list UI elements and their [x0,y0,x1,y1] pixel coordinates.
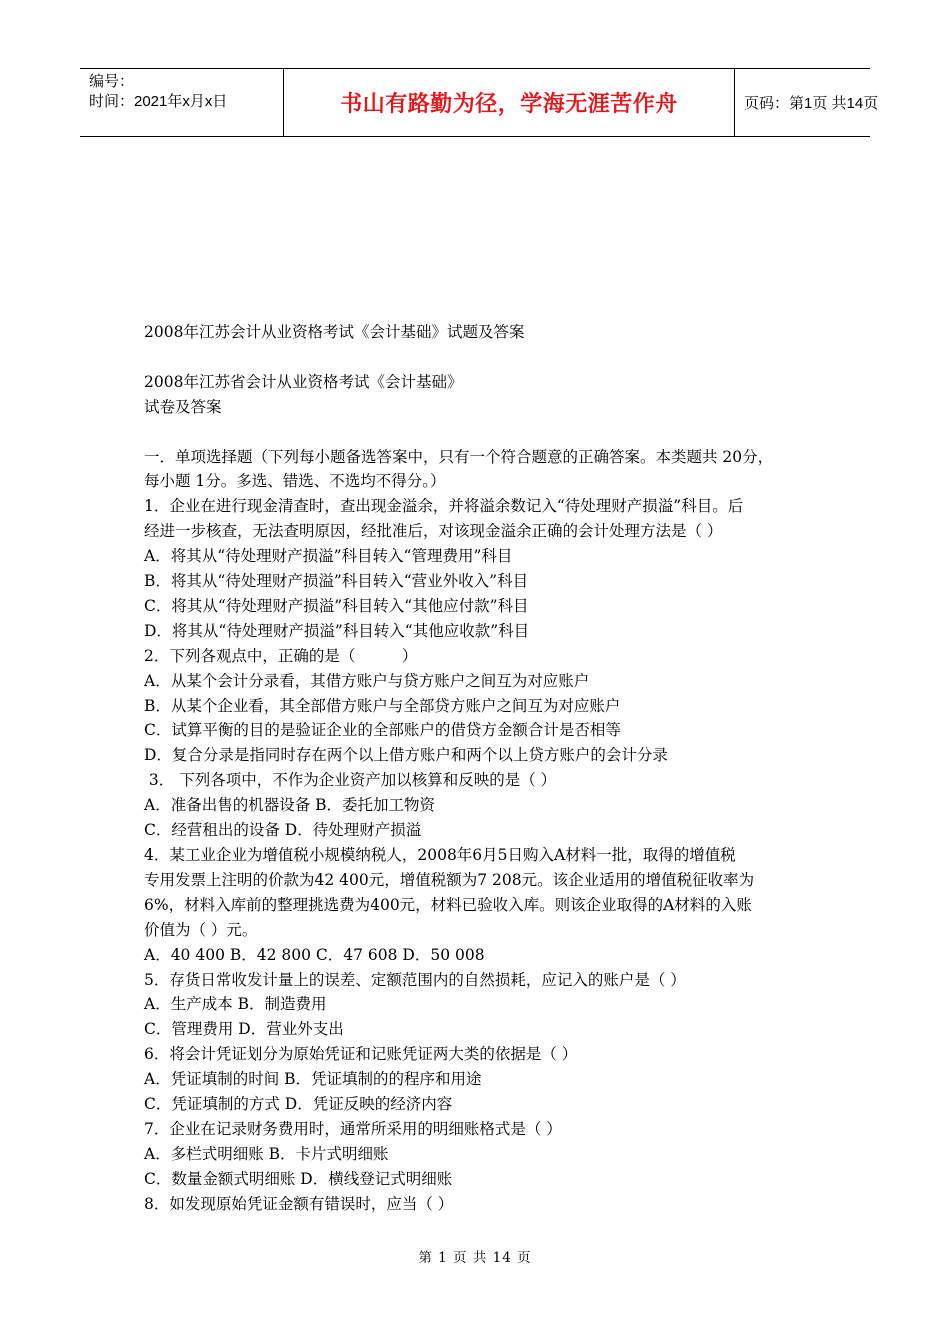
question-line: A．40 400 B．42 800 C．47 608 D．50 008 [144,945,485,964]
question-line: C．管理费用 D．营业外支出 [144,1020,344,1039]
question-line: A．从某个会计分录看，其借方账户与贷方账户之间互为对应账户 [144,671,590,690]
question-line: 经进一步核查，无法查明原因，经批准后，对该现金溢余正确的会计处理方法是（ ） [144,522,723,541]
question-line: 3． 下列各项中，不作为企业资产加以核算和反映的是（ ） [144,771,557,790]
question-line: A．准备出售的机器设备 B．委托加工物资 [144,796,436,815]
question-line: A．生产成本 B．制造费用 [144,995,327,1014]
question-line: C．经营租出的设备 D．待处理财产损溢 [144,821,422,840]
question-line: 5．存货日常收发计量上的误差、定额范围内的自然损耗，应记入的账户是（ ） [144,970,686,989]
question-line: A．多栏式明细账 B．卡片式明细账 [144,1144,389,1163]
question-list [144,494,824,1216]
question-line: 8．如发现原始凭证金额有错误时，应当（ ） [144,1194,454,1213]
question-line: 4．某工业企业为增值税小规模纳税人，2008年6月5日购入A材料一批，取得的增值税 [144,846,736,864]
section-heading: 每小题 1分。多选、错选、不选均不得分。） [144,472,446,491]
page-header [80,68,879,137]
question-line: 价值为（ ）元。 [144,920,258,939]
page-info-text: 页码：第1页 共14页 [744,95,879,112]
document-title: 2008年江苏会计从业资格考试《会计基础》试题及答案 [144,323,525,341]
date-line: 时间：2021年x月x日 [89,93,228,110]
document-subtitle: 2008年江苏省会计从业资格考试《会计基础》 [144,372,463,391]
question-line: 7．企业在记录财务费用时，通常所采用的明细账格式是（ ） [144,1119,562,1138]
motto-text: 书山有路勤为径，学海无涯苦作舟 [340,92,678,117]
header-meta [80,69,283,136]
question-line: 6%，材料入库前的整理挑选费为400元，材料已验收入库。则该企业取得的A材料的入账 [144,895,752,914]
question-line: 2．下列各观点中，正确的是（ ） [144,646,418,665]
question-line: 6．将会计凭证划分为原始凭证和记账凭证两大类的依据是（ ） [144,1045,578,1064]
question-line: A．凭证填制的时间 B．凭证填制的的程序和用途 [144,1070,482,1089]
section-heading: 一．单项选择题（下列每小题备选答案中，只有一个符合题意的正确答案。本类题共 20分， [144,447,774,466]
document-subtitle: 试卷及答案 [144,397,222,416]
header-page-info [735,69,879,136]
question-line: D．将其从“待处理财产损溢”科目转入“其他应收款”科目 [144,621,530,640]
question-line: D．复合分录是指同时存在两个以上借方账户和两个以上贷方账户的会计分录 [144,746,668,765]
question-line: C．凭证填制的方式 D．凭证反映的经济内容 [144,1095,453,1114]
footer-page-number: 第 1 页 共 14 页 [418,1250,532,1266]
question-line: A．将其从“待处理财产损溢”科目转入“管理费用”科目 [144,547,513,566]
question-line: B．从某个企业看，其全部借方账户与全部贷方账户之间互为对应账户 [144,696,621,715]
header-motto-cell [283,69,735,136]
question-line: 1．企业在进行现金清查时，查出现金溢余，并将溢余数记入“待处理财产损溢”科目。后 [144,497,744,516]
question-line: 专用发票上注明的价款为42 400元，增值税额为7 208元。该企业适用的增值税征收率为 [144,870,755,889]
question-line: C．试算平衡的目的是验证企业的全部账户的借贷方金额合计是否相等 [144,721,621,740]
page-footer [0,1246,950,1266]
document-body [144,320,824,1217]
question-line: B．将其从“待处理财产损溢”科目转入“营业外收入”科目 [144,572,529,591]
question-line: C．将其从“待处理财产损溢”科目转入“其他应付款”科目 [144,596,529,615]
serial-number-label: 编号： [89,73,135,90]
question-line: C．数量金额式明细账 D．横线登记式明细账 [144,1169,453,1188]
